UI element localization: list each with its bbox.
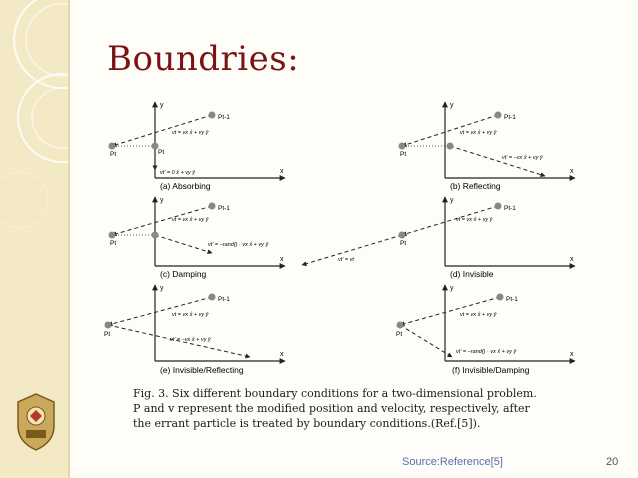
- panel-d-point-prev: [495, 203, 502, 210]
- panel-f-point-prev: [497, 294, 504, 301]
- figure-caption: [133, 386, 593, 431]
- panel-a-label-new: Pt: [158, 149, 165, 156]
- panel-e-x-label: x: [280, 351, 284, 358]
- panel-f-eq-bottom: vt' = −rand() · vx x̂ + vy ŷ: [456, 349, 517, 355]
- panel-a-y-label: y: [160, 102, 164, 109]
- panel-b-eq-top: vt = vx x̂ + vy ŷ: [460, 130, 497, 136]
- panel-c-caption: (c) Damping: [160, 269, 207, 279]
- panel-e-invisible-reflecting: [104, 285, 285, 375]
- panel-a-caption: (a) Absorbing: [160, 181, 211, 191]
- panel-c-point-prev: [209, 203, 216, 210]
- panel-f-point-curr: [397, 322, 404, 329]
- panel-c-label-curr: Pt: [110, 240, 117, 247]
- panel-b-point-prev: [495, 112, 502, 119]
- panel-d-x-label: x: [570, 256, 574, 263]
- panel-f-x-label: x: [570, 351, 574, 358]
- panel-a-eq-top: vt = vx x̂ + vy ŷ: [172, 130, 209, 136]
- panel-b-point-curr: [399, 143, 406, 150]
- panel-f-y-label: y: [450, 285, 454, 292]
- panel-b-eq-bottom: vt' = −vx x̂ + vy ŷ: [502, 155, 543, 161]
- panel-e-path: [108, 297, 212, 325]
- panel-d-label-curr: Pt: [400, 240, 407, 247]
- caption-line-3: the errant particle is treated by boundary conditions.(Ref.[5]).: [133, 417, 481, 430]
- panel-f-new-velocity: [400, 325, 452, 357]
- page-number: 20: [606, 456, 619, 468]
- caption-line-2: P and v represent the modified position and velocity, respectively, after: [133, 402, 530, 415]
- panel-d-y-label: y: [450, 197, 454, 204]
- panel-b-y-label: y: [450, 102, 454, 109]
- panel-c-x-label: x: [280, 256, 284, 263]
- panel-c-point-curr: [109, 232, 116, 239]
- panel-b-x-label: x: [570, 168, 574, 175]
- panel-b-label-curr: Pt: [400, 151, 407, 158]
- panel-d-label-prev: Pt-1: [504, 205, 516, 212]
- side-band-divider: [68, 0, 70, 478]
- panel-c-eq-top: vt = vx x̂ + vy ŷ: [172, 217, 209, 223]
- panel-c-damping: [109, 197, 286, 279]
- panel-d-point-curr: [399, 232, 406, 239]
- caption-line-1: Fig. 3. Six different boundary conditions for a two-dimensional problem.: [133, 387, 537, 400]
- panel-c-label-prev: Pt-1: [218, 205, 230, 212]
- panel-d-caption: (d) Invisible: [450, 269, 494, 279]
- panel-b-point-new: [447, 143, 454, 150]
- panel-a-label-curr: Pt: [110, 151, 117, 158]
- panel-e-point-prev: [209, 294, 216, 301]
- panel-f-path: [400, 297, 500, 325]
- panel-f-label-prev: Pt-1: [506, 296, 518, 303]
- panel-c-point-new: [152, 232, 159, 239]
- slide-title: Boundries:: [107, 39, 300, 79]
- panel-a-label-prev: Pt-1: [218, 114, 230, 121]
- boundary-conditions-diagram: [100, 96, 590, 381]
- panel-e-label-curr: Pt: [104, 331, 111, 338]
- panel-c-new-velocity: [155, 235, 212, 253]
- panel-e-label-prev: Pt-1: [218, 296, 230, 303]
- panel-f-eq-top: vt = vx x̂ + vy ŷ: [460, 312, 497, 318]
- panel-d-invisible: [302, 197, 575, 279]
- panel-e-point-curr: [105, 322, 112, 329]
- university-logo: [14, 392, 58, 452]
- panel-a-point-prev: [209, 112, 216, 119]
- panel-e-caption: (e) Invisible/Reflecting: [160, 365, 244, 375]
- panel-d-eq-top: vt = vx x̂ + vy ŷ: [456, 217, 493, 223]
- panel-e-eq-top: vt = vx x̂ + vy ŷ: [172, 312, 209, 318]
- panel-f-invisible-damping: [396, 285, 575, 375]
- panel-e-eq-bottom: vt' = −vx x̂ + vy ŷ: [170, 337, 211, 343]
- panel-a-x-label: x: [280, 168, 284, 175]
- panel-b-new-velocity: [450, 146, 545, 176]
- panel-f-caption: (f) Invisible/Damping: [452, 365, 530, 375]
- panel-b-reflecting: [399, 102, 576, 191]
- panel-c-y-label: y: [160, 197, 164, 204]
- panel-a-point-curr: [109, 143, 116, 150]
- panel-f-label-curr: Pt: [396, 331, 403, 338]
- panel-c-eq-bottom: vt' = −rand() · vx x̂ + vy ŷ: [208, 242, 269, 248]
- panel-a-eq-bottom: vt' = 0 x̂ + vy ŷ: [160, 170, 195, 176]
- panel-b-caption: (b) Reflecting: [450, 181, 501, 191]
- panel-a-absorbing: [109, 102, 286, 191]
- panel-b-label-prev: Pt-1: [504, 114, 516, 121]
- source-reference: Source:Reference[5]: [402, 456, 503, 468]
- panel-e-y-label: y: [160, 285, 164, 292]
- panel-d-eq-bottom: vt' = vt: [338, 257, 354, 263]
